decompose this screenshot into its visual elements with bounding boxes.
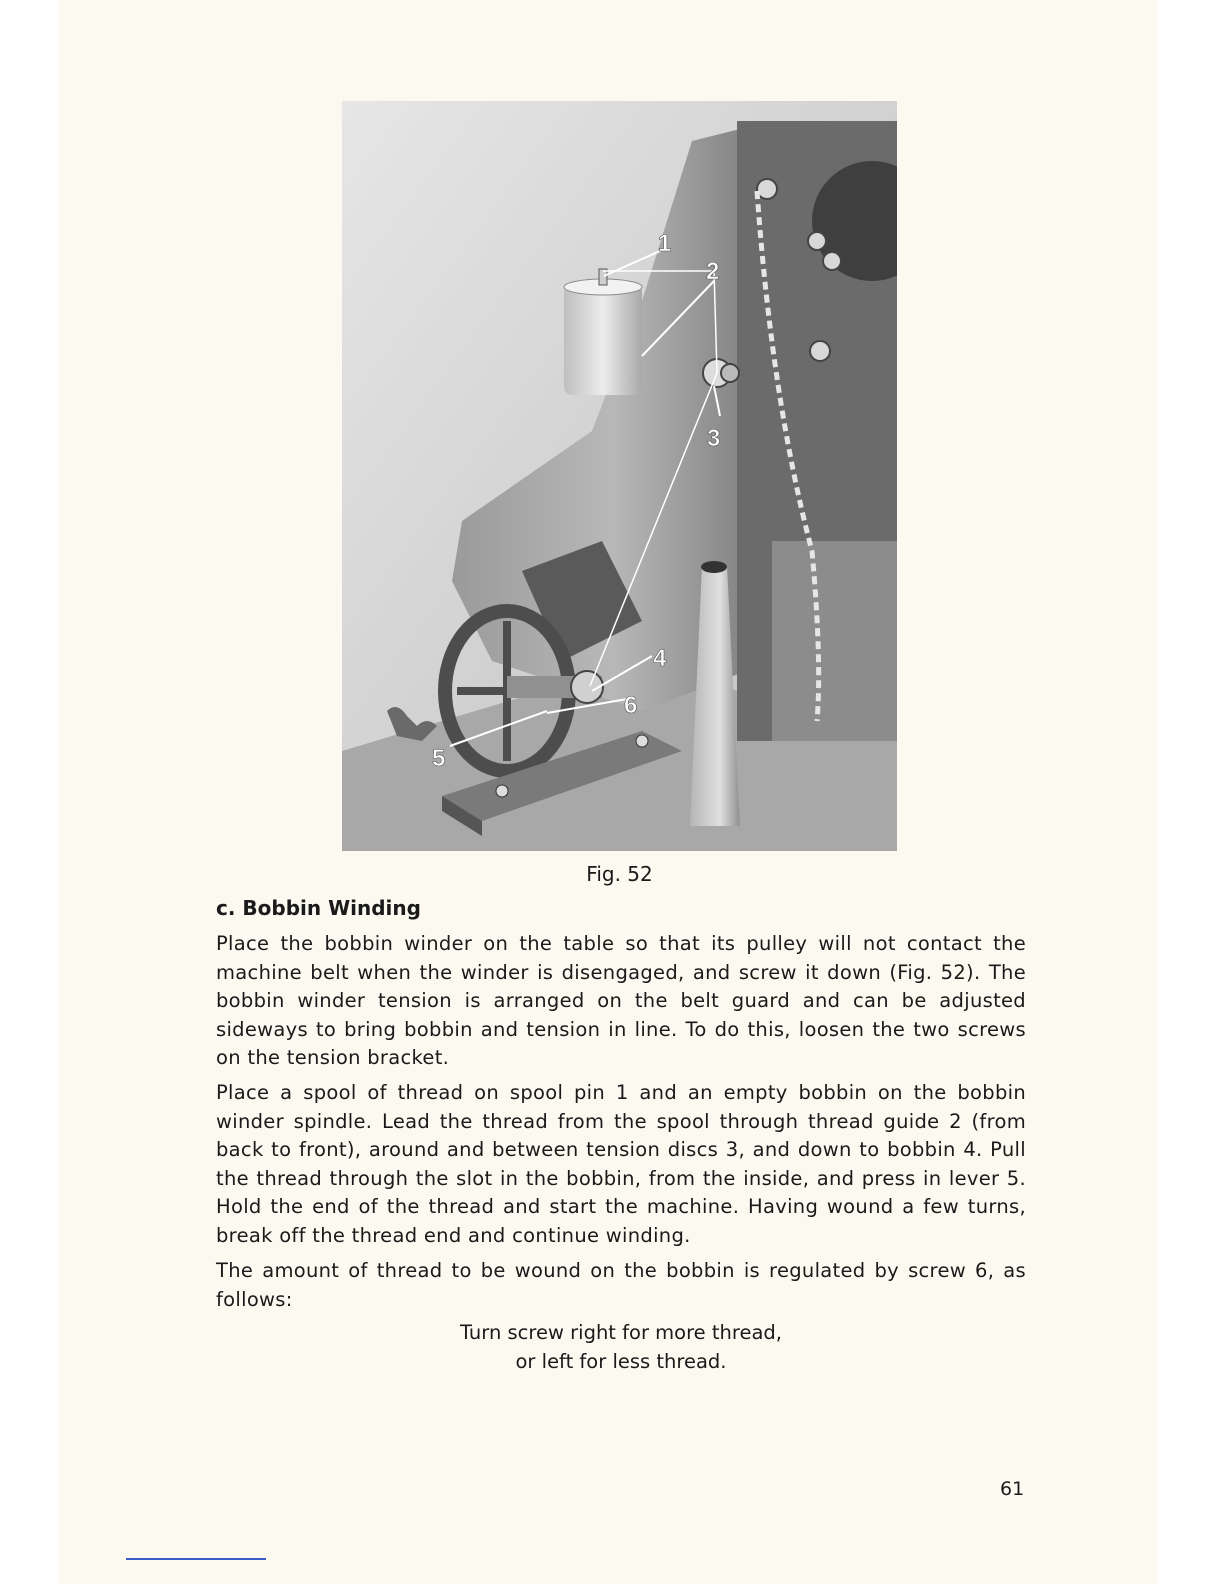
callout-2: 2 (706, 258, 720, 285)
callout-1: 1 (658, 230, 672, 257)
bobbin-winder-photo (342, 101, 897, 851)
paragraph-1: Place the bobbin winder on the table so that its pulley will not contact the machine belt when the winder is disengaged, and screw it down (Fig. 52). The bobbin winder tension is arranged on the belt guard and can be adjusted sideways to bring bobbin and tension in line. To do this, loosen the two screws on the tension bracket. (216, 932, 1026, 1069)
callout-3: 3 (707, 425, 721, 452)
callout-5: 5 (432, 745, 446, 772)
footer-rule (126, 1558, 266, 1560)
section-heading: c. Bobbin Winding (216, 896, 421, 920)
instruction-line-2: or left for less thread. (515, 1350, 727, 1373)
figure-caption: Fig. 52 (586, 862, 653, 886)
paragraph-3: The amount of thread to be wound on the bobbin is regulated by screw 6, as follows: (216, 1259, 1026, 1311)
callout-6: 6 (624, 692, 638, 719)
page-number: 61 (1000, 1478, 1025, 1500)
callout-4: 4 (653, 645, 667, 672)
instruction-line-1: Turn screw right for more thread, (459, 1321, 782, 1344)
paragraph-2: Place a spool of thread on spool pin 1 and an empty bobbin on the bobbin winder spindle. Lead the thread from the spool through thread guide 2 (from back to front), around and between tension discs 3, and down to bobbin 4. Pull the thread through the slot in the bobbin, from the inside, and press in lever 5. Hold the end of the thread and start the machine. Having wound a few turns, break off the thread end and continue winding. (216, 1081, 1026, 1247)
instruction-block (216, 1318, 1026, 1376)
